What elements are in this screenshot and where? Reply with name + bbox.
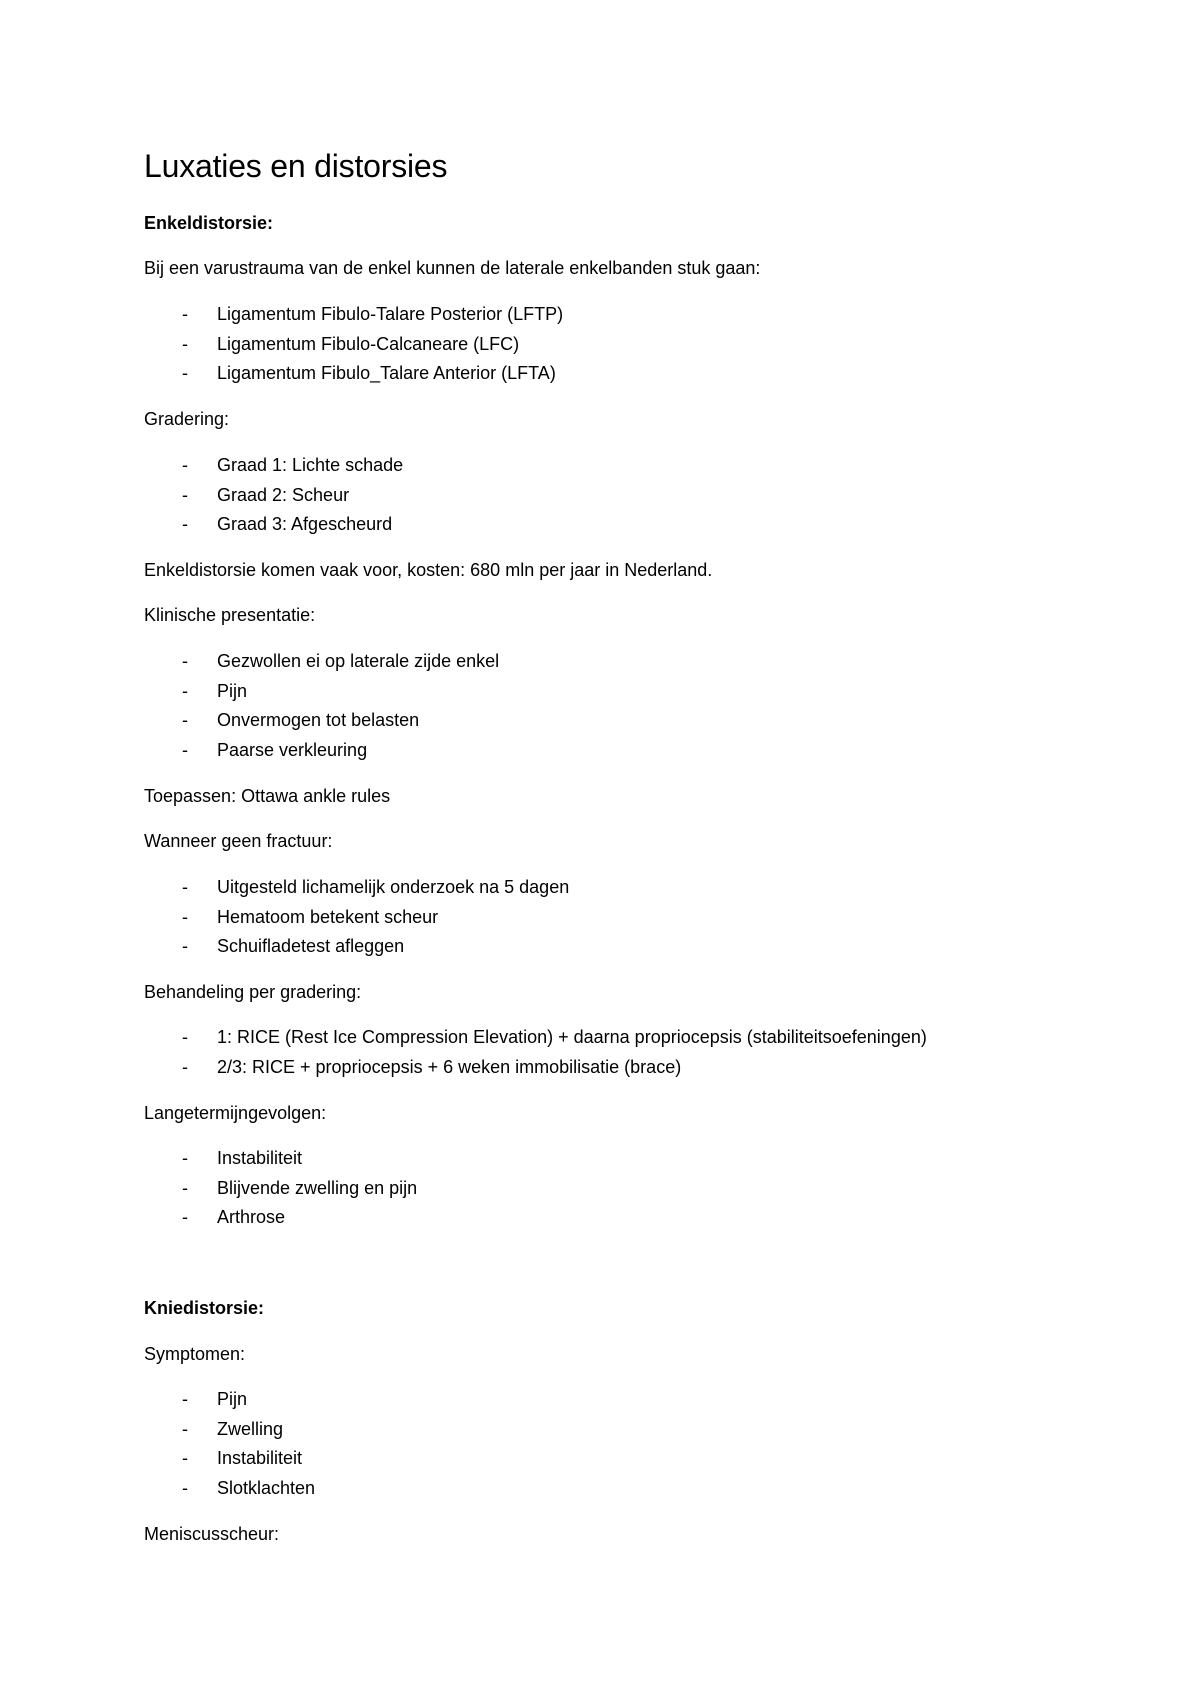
list-dash: -	[182, 1177, 188, 1198]
toepassen-paragraph: Toepassen: Ottawa ankle rules	[144, 786, 391, 806]
klinische-label: Klinische presentatie:	[144, 605, 316, 625]
gradering-label: Gradering:	[144, 409, 230, 429]
wanneer-label: Wanneer geen fractuur:	[144, 831, 333, 851]
intro-paragraph: Bij een varustrauma van de enkel kunnen de laterale enkelbanden stuk gaan:	[144, 258, 761, 278]
behandeling-label: Behandeling per gradering:	[144, 982, 362, 1002]
page-title: Luxaties en distorsies	[144, 148, 448, 184]
section-heading-kniedistorsie: Kniedistorsie:	[144, 1298, 265, 1318]
list-dash: -	[182, 740, 188, 761]
list-dash: -	[182, 1448, 188, 1469]
list-dash: -	[182, 1056, 188, 1077]
meniscus-label: Meniscusscheur:	[144, 1524, 280, 1544]
section-heading-enkeldistorsie: Enkeldistorsie:	[144, 213, 274, 233]
list-dash: -	[182, 514, 188, 535]
list-dash: -	[182, 363, 188, 384]
list-dash: -	[182, 304, 188, 324]
list-dash: -	[182, 680, 188, 701]
list-dash: -	[182, 710, 188, 731]
list-dash: -	[182, 455, 188, 475]
list-dash: -	[182, 651, 188, 671]
list-dash: -	[182, 1418, 188, 1439]
kosten-paragraph: Enkeldistorsie komen vaak voor, kosten: 680 mln per jaar in Nederland.	[144, 560, 713, 580]
list-dash: -	[182, 333, 188, 354]
list-dash: -	[182, 1389, 188, 1409]
list-dash: -	[182, 1148, 188, 1168]
lange-label: Langetermijngevolgen:	[144, 1103, 327, 1123]
list-dash: -	[182, 906, 188, 927]
list-dash: -	[182, 1207, 188, 1228]
list-dash: -	[182, 877, 188, 897]
symptomen-label: Symptomen:	[144, 1344, 246, 1364]
list-dash: -	[182, 484, 188, 505]
list-dash: -	[182, 936, 188, 957]
list-dash: -	[182, 1478, 188, 1499]
list-dash: -	[182, 1027, 188, 1047]
document-page: Luxaties en distorsies Enkeldistorsie: Bij een varustrauma van de enkel kunnen de laterale enkelbanden stuk gaan: - Ligamentum Fibulo-Talare Posterior (LFTP) - Ligamentum Fibulo-Calcaneare (LFC) - Ligamentum Fibulo_Talare Anterior (LFTA) Gradering: - Graad 1: Lichte schade - Graad 2: Scheur - Graad 3: Afgescheurd Enkeldistorsie komen vaak voor, kosten: 680 mln per jaar in Nederland. Klinische presentatie: - Gezwollen ei op laterale zijde enkel - Pijn - Onvermogen tot belasten - Paarse verkleuring Toepassen: Ottawa ankle rules Wanneer geen fractuur: - Uitgesteld lichamelijk onderzoek na 5 dagen - Hematoom betekent scheur - Schuifladetest afleggen Behandeling per gradering: - 1: RICE (Rest Ice Compression Elevation) + daarna propriocepsis (stabiliteitsoefeningen) - 2/3: RICE + propriocepsis + 6 weken immobilisatie (brace) Langetermijngevolgen: - Instabiliteit - Blijvende zwelling en pijn - Arthrose Kniedistorsie: Symptomen: - Pijn - Zwelling - Instabiliteit - Slotklachten Meniscusscheur:	[144, 148, 927, 1544]
